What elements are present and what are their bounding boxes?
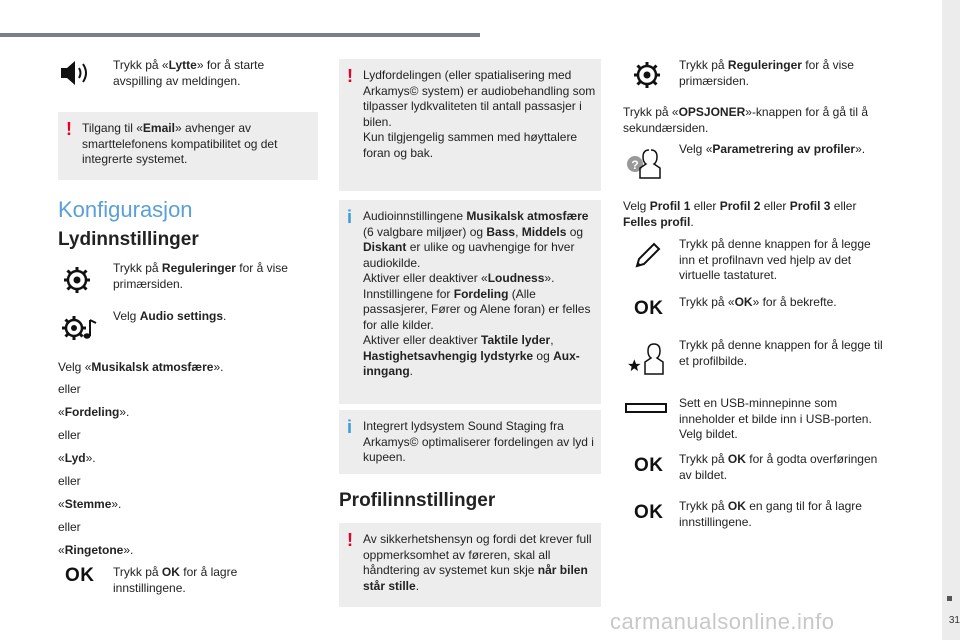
info-icon: i xyxy=(347,207,353,227)
confirm-instruction: Trykk på «OK» for å bekrefte. xyxy=(679,295,837,309)
select-option-5: «Ringetone». xyxy=(58,543,134,557)
ok-button-icon: OK xyxy=(65,565,95,586)
section-title: Konfigurasjon xyxy=(58,197,193,222)
sound-staging-note-text: Integrert lydsystem Sound Staging fra Arkamys© optimaliserer fordelingen av lyd i kupeen. xyxy=(363,419,594,464)
profile-picture-icon xyxy=(628,340,668,383)
info-icon: i xyxy=(347,417,353,437)
or-text: eller xyxy=(58,520,81,534)
distribution-note xyxy=(339,59,601,191)
email-note-text: Tilgang til «Email» avhenger av smarttelefonens kompatibilitet og det integrerte systemet. xyxy=(82,121,278,166)
sound-staging-note xyxy=(339,410,601,474)
profile-name-instruction: Trykk på denne knappen for å legge inn et profilnavn ved hjelp av det virtuelle tastaturet. xyxy=(679,237,871,282)
final-save-instruction: Trykk på OK en gang til for å lagre innstillingene. xyxy=(679,499,862,529)
or-text: eller xyxy=(58,382,81,396)
pencil-icon xyxy=(633,240,663,275)
options-instruction: Trykk på «OPSJONER»-knappen for å gå til å sekundærsiden. xyxy=(623,105,869,135)
svg-text:?: ? xyxy=(631,158,639,172)
ok-button-icon: OK xyxy=(634,298,664,319)
or-text: eller xyxy=(58,474,81,488)
warning-icon: ! xyxy=(347,530,353,550)
safety-note xyxy=(339,523,601,607)
select-option-1: Velg «Musikalsk atmosfære». xyxy=(58,360,224,374)
usb-stick-icon xyxy=(625,402,667,419)
open-settings-instruction: Trykk på Reguleringer for å vise primærsiden. xyxy=(113,261,288,291)
profile-settings-heading: Profilinnstillinger xyxy=(339,490,496,511)
safety-note-text: Av sikkerhetshensyn og fordi det krever full oppmerksomhet av føreren, skal all håndtering av systemet kun skje når bilen står stille. xyxy=(363,532,592,593)
warning-icon: ! xyxy=(347,66,353,86)
settings-gear-icon xyxy=(632,60,662,95)
choose-profile-instruction: Velg Profil 1 eller Profil 2 eller Profil 3 eller Felles profil. xyxy=(623,199,857,229)
audio-settings-icon xyxy=(60,312,100,349)
profile-parametrize-instruction: Velg «Parametrering av profiler». xyxy=(679,142,866,156)
page-number: 31 xyxy=(948,615,960,626)
select-option-4: «Stemme». xyxy=(58,497,122,511)
settings-gear-icon xyxy=(62,265,92,300)
top-rule xyxy=(0,33,480,37)
audio-settings-instruction: Velg Audio settings. xyxy=(113,309,227,323)
accept-transfer-instruction: Trykk på OK for å godta overføringen av bildet. xyxy=(679,452,878,482)
usb-instruction: Sett en USB-minnepinne som inneholder et bilde inn i USB-porten. Velg bildet. xyxy=(679,396,872,441)
audio-settings-note-text: Audioinnstillingene Musikalsk atmosfære (6 valgbare miljøer) og Bass, Middels og Diskant er ulike og uavhengige for hver audiokilde. Aktiver eller deaktiver «Loudness». Innstillingene for Fordeling (Alle passasjerer, Fører og Alene foran) er felles for alle kilder. Aktiver eller deaktiver Taktile lyder, Hastighetsavhengig lydstyrke og Aux-inngang. xyxy=(363,209,591,378)
open-settings-instruction: Trykk på Reguleringer for å vise primærsiden. xyxy=(679,58,854,88)
email-note xyxy=(58,112,318,180)
ok-button-icon: OK xyxy=(634,502,664,523)
listen-instruction: Trykk på «Lytte» for å starte avspilling av meldingen. xyxy=(113,58,265,88)
select-option-2: «Fordeling». xyxy=(58,405,130,419)
watermark: carmanualsonline.info xyxy=(610,609,835,634)
ok-button-icon: OK xyxy=(634,455,664,476)
audio-settings-note xyxy=(339,200,601,404)
speaker-icon xyxy=(60,60,90,91)
save-instruction: Trykk på OK for å lagre innstillingene. xyxy=(113,565,238,595)
profile-picture-instruction: Trykk på denne knappen for å legge til et profilbilde. xyxy=(679,338,883,368)
warning-icon: ! xyxy=(66,119,72,139)
select-option-3: «Lyd». xyxy=(58,451,96,465)
distribution-note-text: Lydfordelingen (eller spatialisering med Arkamys© system) er audiobehandling som tilpasser lydkvaliteten til antall passasjer i bilen. Kun tilgjengelig sammen med høyttalere foran og bak. xyxy=(363,68,596,160)
or-text: eller xyxy=(58,428,81,442)
audio-settings-heading: Lydinnstillinger xyxy=(58,229,199,250)
profile-settings-icon xyxy=(625,146,663,187)
